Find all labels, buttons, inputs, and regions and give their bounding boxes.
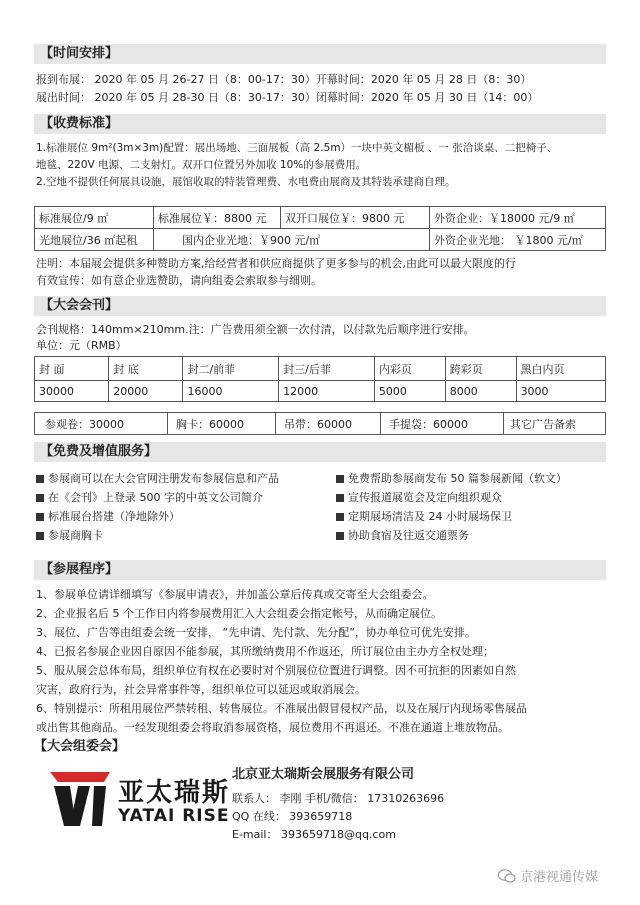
service-left-4-text: 参展商胸卡 xyxy=(48,529,103,542)
service-left-4 xyxy=(36,527,103,543)
service-left-3 xyxy=(36,508,180,524)
watermark-text: 京港视通传媒 xyxy=(520,870,599,885)
service-right-3 xyxy=(336,508,512,524)
qq-line: QQ 在线： 393659718 xyxy=(232,810,353,823)
fees-note-1a: 1.标准展位 9m²(3m×3m)配置：展出场地、三面展板（高 2.5m）一块中英文楣板 、一 张洽谈桌、二把椅子、 xyxy=(36,142,558,154)
procedure-item-4: 4、已报名参展企业因自原因不能参展，其所缴纳费用不作返还，所订展位由主办方全权处理； xyxy=(36,645,494,658)
service-right-4 xyxy=(336,527,469,543)
procedure-item-1: 1、参展单位请详细填写《参展申请表》，并加盖公章后传真或交寄至大会组委会。 xyxy=(36,588,434,601)
journal-spec: 会刊规格：140mm×210mm.注：广告费用须全额一次付清，以付款先后顺序进行安排。 xyxy=(36,323,475,336)
bullet-square-icon xyxy=(336,532,344,540)
bullet-square-icon xyxy=(36,494,44,502)
bullet-square-icon xyxy=(36,513,44,521)
ad-header-bw-page: 黑白内页 xyxy=(516,357,605,381)
fees-note-2: 2.空地不提供任何展具设施，展馆收取的特装管理费、水电费由展商及其特装承建商自理。 xyxy=(36,176,456,188)
service-right-4-text: 协助食宿及往返交通票务 xyxy=(348,529,469,542)
service-left-2-text: 在《会刊》上登录 500 字的中英文公司简介 xyxy=(48,491,263,504)
services-heading: 【免费及增值服务】 xyxy=(34,442,606,462)
ad-header-color-page: 内彩页 xyxy=(374,357,445,381)
ad-header-front-cover: 封 面 xyxy=(35,357,109,381)
schedule-line-2: 展出时间： 2020 年 05 月 28-30 日（8：30-17：30）闭幕时间：2020 年 05 月 30 日（14：00） xyxy=(36,91,539,104)
watermark xyxy=(498,866,598,885)
fee-space-label: 光地展位/36 ㎡起租 xyxy=(35,229,154,251)
ad-price-inside-back: 12000 xyxy=(279,381,375,402)
fees-heading: 【收费标准】 xyxy=(34,114,606,134)
journal-heading: 【大会会刊】 xyxy=(34,296,606,316)
fee-double-open-price: 双开口展位￥：9800 元 xyxy=(281,207,430,229)
bullet-square-icon xyxy=(36,532,44,540)
ad-header-spread-page: 跨彩页 xyxy=(445,357,516,381)
company-name: 北京亚太瑞斯会展服务有限公司 xyxy=(232,767,415,782)
journal-unit: 单位：元（RMB） xyxy=(36,339,127,352)
service-left-3-text: 标准展台搭建（净地除外） xyxy=(48,510,180,523)
fees-note-1b: 地毯、220V 电源、二支射灯。双开口位置另外加收 10%的参展费用。 xyxy=(36,159,367,171)
ad-price-bw-page: 3000 xyxy=(516,381,605,402)
fee-standard-label: 标准展位/9 ㎡ xyxy=(35,207,154,229)
bullet-square-icon xyxy=(336,475,344,483)
journal-price-table xyxy=(34,356,606,402)
schedule-line-1: 报到布展： 2020 年 05 月 26-27 日（8：00-17：30）开幕时间：2020 年 05 月 28 日（8：30） xyxy=(36,73,532,86)
contact-line: 联系人： 李刚 手机/微信： 17310263696 xyxy=(232,792,445,805)
fees-remark-b: 有效宣传：如有意企业选赞助，请向组委会索取参与细则。 xyxy=(36,274,322,287)
procedure-item-3: 3、展位、广告等由组委会统一安排， “先申请、先付款、先分配”，协办单位可优先安排。 xyxy=(36,626,476,639)
ad-extra-badge: 胸卡：60000 xyxy=(168,413,276,435)
bullet-square-icon xyxy=(336,494,344,502)
ad-header-inside-front: 封二/前菲 xyxy=(183,357,279,381)
fee-foreign-standard-price: 外资企业：￥18000 元/9 ㎡ xyxy=(430,207,606,229)
ad-price-back-cover: 20000 xyxy=(109,381,183,402)
fee-domestic-space-price: 国内企业光地：￥900 元/㎡ xyxy=(154,229,430,251)
bullet-square-icon xyxy=(36,475,44,483)
ad-header-inside-back: 封三/后菲 xyxy=(279,357,375,381)
schedule-heading: 【时间安排】 xyxy=(34,44,606,64)
ad-extra-handbag: 手提袋：60000 xyxy=(381,413,504,435)
service-right-2-text: 宣传报道展览会及定向组织观众 xyxy=(348,491,502,504)
email-line: E-mail： 393659718@qq.com xyxy=(232,828,396,841)
fee-foreign-space-price: 外资企业光地： ￥1800 元/㎡ xyxy=(430,229,606,251)
logo-chinese-name: 亚太瑞斯 xyxy=(118,778,231,808)
wechat-icon xyxy=(498,869,516,883)
procedure-item-6b: 或出售其他商品。一经发现组委会将取消参展资格，展位费用不再退还。不准在通道上堆放物品。 xyxy=(36,721,509,734)
ad-extra-lanyard: 吊带：60000 xyxy=(276,413,381,435)
ad-extra-ticket: 参观卷：30000 xyxy=(35,413,168,435)
fee-standard-price: 标准展位￥：8800 元 xyxy=(154,207,281,229)
ad-price-color-page: 5000 xyxy=(374,381,445,402)
ad-price-front-cover: 30000 xyxy=(35,381,109,402)
ad-price-spread-page: 8000 xyxy=(445,381,516,402)
service-right-1-text: 免费帮助参展商发布 50 篇参展新闻（软文） xyxy=(348,472,567,485)
ad-price-inside-front: 16000 xyxy=(183,381,279,402)
service-right-3-text: 定期展场清洁及 24 小时展场保卫 xyxy=(348,510,512,523)
ad-extra-other: 其它广告备索 xyxy=(504,413,606,435)
journal-extras-table xyxy=(34,412,606,435)
procedure-item-2: 2、企业报名后 5 个工作日内将参展费用汇入大会组委会指定帐号，从而确定展位。 xyxy=(36,607,442,620)
fees-remark-a: 注明：本届展会提供多种赞助方案,给经营者和供应商提供了更多参与的机会,由此可以最大限度的行 xyxy=(36,257,516,270)
service-right-2 xyxy=(336,489,502,505)
procedure-item-6a: 6、特别提示：所租用展位严禁转租、转售展位。不准展出假冒侵权产品，以及在展厅内现场零售展品 xyxy=(36,702,527,715)
bullet-square-icon xyxy=(336,513,344,521)
procedure-item-5b: 灾害，政府行为，社会异常事件等，组织单位可以延迟或取消展会。 xyxy=(36,683,366,696)
procedure-heading: 【参展程序】 xyxy=(34,560,606,580)
fees-table xyxy=(34,206,606,251)
yatai-logo-icon xyxy=(50,772,110,826)
logo-english-name: YATAI RISE xyxy=(118,806,230,826)
procedure-item-5a: 5、服从展会总体布局，组织单位有权在必要时对个别展位位置进行调整。因不可抗拒的因素如自然 xyxy=(36,664,516,677)
ad-header-back-cover: 封 底 xyxy=(109,357,183,381)
committee-heading: 【大会组委会】 xyxy=(34,739,126,754)
service-right-1 xyxy=(336,470,567,486)
service-left-1-text: 参展商可以在大会官网注册发布参展信息和产品 xyxy=(48,472,279,485)
service-left-2 xyxy=(36,489,263,505)
service-left-1 xyxy=(36,470,279,486)
